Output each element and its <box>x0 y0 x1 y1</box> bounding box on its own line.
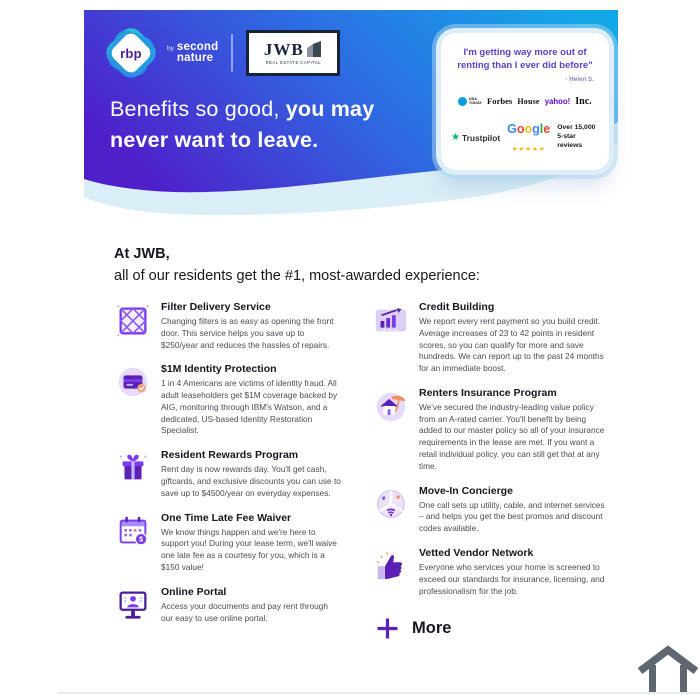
concierge-icon <box>372 485 410 523</box>
filter-icon <box>114 301 152 339</box>
benefit-title: Vetted Vendor Network <box>419 546 534 559</box>
umbrella-house-icon <box>372 387 410 425</box>
benefit-online-portal <box>114 586 342 625</box>
gift-icon <box>114 449 152 487</box>
headline: Benefits so good, you may never want to leave. <box>110 97 375 152</box>
second-nature-by: by <box>167 45 174 53</box>
google-stars-icon: ★★★★★ <box>511 145 546 153</box>
jwb-logo-tagline: REAL ESTATE CAPITAL <box>265 59 322 65</box>
benefit-move-in-concierge <box>372 485 610 535</box>
benefit-renters-insurance <box>372 387 610 473</box>
jwb-logo-text: JWB <box>263 40 304 60</box>
benefit-title: Move-In Concierge <box>419 484 513 497</box>
reviews-count: Over 15,000 5-star reviews <box>557 124 596 149</box>
trustpilot-star-icon: ★ <box>451 132 460 144</box>
house-outline-icon <box>637 644 699 694</box>
svg-text:$: $ <box>139 535 144 544</box>
benefit-title: Filter Delivery Service <box>161 301 271 313</box>
trustpilot-logo: ★ Trustpilot <box>451 132 501 144</box>
testimonial-card <box>441 33 609 170</box>
benefit-description: Everyone who services your home is screened to exceed our standards for insurance, licensing, and professionalism for the job. <box>419 561 605 596</box>
benefits-column-right <box>372 301 610 640</box>
benefit-title: Renters Insurance Program <box>419 386 557 399</box>
google-logo: Google ★★★★★ <box>507 121 551 153</box>
yahoo-logo: yahoo! <box>544 96 571 106</box>
benefit-rewards <box>114 449 342 499</box>
more-row <box>376 617 610 640</box>
jwb-building-icon <box>305 41 323 58</box>
more-label: More <box>412 619 452 638</box>
benefit-filter-delivery <box>114 301 342 351</box>
benefit-credit-building <box>372 301 610 375</box>
rbp-logo-text: rbp <box>120 45 142 61</box>
credit-chart-icon <box>372 301 410 339</box>
benefit-title: $1M Identity Protection <box>161 363 277 376</box>
benefit-vetted-vendors <box>372 547 610 597</box>
press-logos-row <box>451 96 599 107</box>
benefit-title: Online Portal <box>161 585 227 598</box>
benefit-description: We've secured the industry-leading value policy from an A-rated carrier. You'll benefit by being added to our master policy so all of your insurance requirements in the lease are met. If you want a retail individual policy, you can still get that at any time. <box>419 401 605 471</box>
benefit-title: Resident Rewards Program <box>161 449 299 462</box>
header-logo-row <box>108 30 340 76</box>
monitor-icon <box>114 586 152 624</box>
inc-logo: Inc. <box>575 95 592 107</box>
jwb-logo <box>246 30 340 76</box>
benefit-description: We know things happen and we're here to support you! During your lease term, we'll waive one late fee as a courtesy for you, which is a $150 value! <box>161 526 337 572</box>
benefit-description: One call sets up utility, cable, and internet services – and helps you get the best promos and discount codes available. <box>419 499 605 534</box>
testimonial-attribution: - Helen S. <box>565 75 594 83</box>
benefit-description: Changing filters is as easy as opening the front door. This service helps you save up to $250/year and reduces the hassles of repairs. <box>161 316 334 350</box>
flyer-page <box>84 10 618 692</box>
second-nature-name: second nature <box>176 41 219 64</box>
thumbs-up-icon <box>372 547 410 585</box>
house-logo: House <box>517 96 540 106</box>
benefit-description: 1 in 4 Americans are victims of identity fraud. All adult leaseholders get $1M coverage backed by AIG, monitoring through IBM's Watson, and a dedicated, US-based Identity Restoration Specialist. <box>161 378 338 436</box>
benefit-description: Rent day is now rewards day. You'll get cash, giftcards, and exclusive discounts you can use to save up to $4500/year on everyday expenses. <box>161 464 341 498</box>
benefit-late-fee-waiver <box>114 512 342 574</box>
benefit-description: We report every rent payment so you build credit. Average increases of 23 to 42 points in resident scores, so you can qualify for more and save hundreds. We can report up to the past 24 months for an immediate boost. <box>419 316 604 374</box>
usa-today-circle-icon <box>458 97 467 106</box>
testimonial-quote: I'm getting way more out of renting than I ever did before" <box>457 47 593 72</box>
rbp-logo <box>108 30 154 76</box>
plus-icon <box>376 617 399 640</box>
benefits-column-left <box>114 301 342 636</box>
calendar-dollar-icon <box>114 512 152 550</box>
bottom-divider <box>58 692 700 694</box>
logo-divider <box>231 34 233 72</box>
reviews-row <box>451 120 599 156</box>
benefit-identity-protection <box>114 363 342 437</box>
usa-today-logo: USA TODAY <box>458 97 482 106</box>
benefit-title: One Time Late Fee Waiver <box>161 511 292 524</box>
second-nature-logo <box>167 42 218 64</box>
benefit-description: Access your documents and pay rent through our easy to use online portal. <box>161 600 328 623</box>
identity-protection-icon <box>114 363 152 401</box>
main-heading: At JWB, all of our residents get the #1, most-awarded experience: <box>114 246 480 285</box>
benefit-title: Credit Building <box>419 301 495 313</box>
forbes-logo: Forbes <box>487 96 513 107</box>
